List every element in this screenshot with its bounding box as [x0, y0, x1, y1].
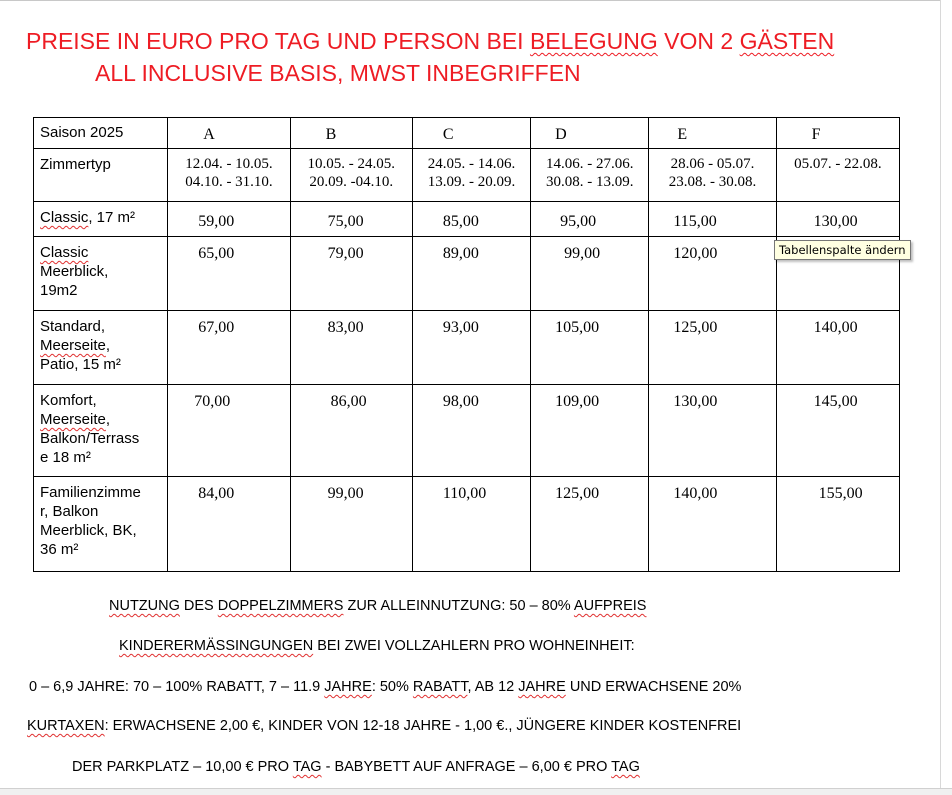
price-value: 93,00 — [442, 319, 479, 336]
price-cell[interactable] — [776, 477, 899, 572]
price-cell[interactable] — [290, 385, 412, 477]
room-name-cell[interactable] — [34, 311, 168, 385]
price-cell[interactable] — [290, 237, 412, 311]
season-header-row — [34, 118, 900, 149]
date-cell-d[interactable] — [531, 149, 649, 202]
room-name-cell[interactable] — [34, 237, 168, 311]
price-value: 110,00 — [442, 485, 487, 502]
date-row — [34, 149, 900, 202]
price-value: 105,00 — [555, 319, 600, 336]
child-discount-details: 0 – 6,9 JAHRE: 70 – 100% RABATT, 7 – 11.9 JAHRE: 50% RABATT, AB 12 JAHRE UND ERWACHSENE 20% — [29, 679, 742, 695]
price-cell[interactable] — [168, 237, 290, 311]
price-cell[interactable] — [412, 477, 530, 572]
season-label-cell[interactable] — [34, 118, 168, 149]
room-type-label: Zimmertyp — [40, 156, 111, 173]
date-cell-a[interactable] — [168, 149, 290, 202]
season-letter: D — [555, 126, 567, 143]
price-cell[interactable] — [168, 477, 290, 572]
price-title-line-2: ALL INCLUSIVE BASIS, MWST INBEGRIFFEN — [95, 60, 581, 86]
room-name: Komfort, Meerseite, Balkon/Terrass e 18 m² — [40, 392, 140, 466]
date-cell-b[interactable] — [290, 149, 412, 202]
date-range: 05.07. - 22.08. — [794, 156, 882, 172]
single-use-note: NUTZUNG DES DOPPELZIMMERS ZUR ALLEINNUTZUNG: 50 – 80% AUFPREIS — [109, 598, 647, 614]
price-value: 115,00 — [673, 213, 717, 230]
price-value: 140,00 — [673, 485, 718, 502]
price-cell[interactable] — [649, 237, 776, 311]
room-name-cell[interactable] — [34, 202, 168, 237]
season-letter: F — [811, 126, 821, 143]
price-cell[interactable] — [531, 311, 649, 385]
price-value: 59,00 — [198, 213, 235, 230]
price-value: 99,00 — [564, 245, 601, 262]
room-row-classic — [34, 202, 900, 237]
price-value: 140,00 — [813, 319, 858, 336]
price-value: 75,00 — [327, 213, 364, 230]
price-cell[interactable] — [649, 477, 776, 572]
price-cell[interactable] — [412, 311, 530, 385]
season-letter: B — [325, 126, 337, 143]
price-value: 109,00 — [555, 393, 600, 410]
price-cell[interactable] — [531, 477, 649, 572]
price-value: 89,00 — [442, 245, 479, 262]
price-cell[interactable] — [531, 385, 649, 477]
price-cell[interactable] — [649, 202, 776, 237]
room-name-cell[interactable] — [34, 477, 168, 572]
room-name-cell[interactable] — [34, 385, 168, 477]
season-letter: A — [203, 126, 215, 143]
price-value: 125,00 — [555, 485, 600, 502]
page-right-edge — [940, 0, 941, 794]
price-cell[interactable] — [168, 311, 290, 385]
price-value: 120,00 — [673, 245, 718, 262]
price-value: 145,00 — [813, 393, 858, 410]
room-name: Classic, 17 m² — [40, 209, 136, 226]
price-cell[interactable] — [649, 311, 776, 385]
date-range: 28.06 - 05.07. 23.08. - 30.08. — [668, 156, 757, 190]
price-cell[interactable] — [412, 202, 530, 237]
page-top-border — [0, 0, 940, 1]
room-row-standard — [34, 311, 900, 385]
child-discount-heading: KINDERERMÄSSINGUNGEN BEI ZWEI VOLLZAHLERN PRO WOHNEINHEIT: — [119, 638, 635, 654]
date-cell-f[interactable] — [776, 149, 899, 202]
column-change-tooltip: Tabellenspalte ändern — [774, 240, 911, 260]
price-value: 125,00 — [673, 319, 718, 336]
room-name: Familienzimme r, Balkon Meerblick, BK, 36 m² — [40, 484, 141, 558]
season-cell-d[interactable] — [531, 118, 649, 149]
date-range: 12.04. - 10.05. 04.10. - 31.10. — [185, 156, 273, 190]
price-value: 85,00 — [442, 213, 479, 230]
price-value: 67,00 — [198, 319, 235, 336]
room-row-classic-meerblick — [34, 237, 900, 311]
date-cell-c[interactable] — [412, 149, 530, 202]
price-value: 84,00 — [198, 485, 235, 502]
date-cell-e[interactable] — [649, 149, 776, 202]
tourist-tax-note: KURTAXEN: ERWACHSENE 2,00 €, KINDER VON 12-18 JAHRE - 1,00 €., JÜNGERE KINDER KOSTENFREI — [27, 718, 742, 734]
date-range: 14.06. - 27.06. 30.08. - 13.09. — [546, 156, 634, 190]
date-range: 10.05. - 24.05. 20.09. -04.10. — [307, 156, 395, 190]
price-value: 155,00 — [818, 485, 863, 502]
price-cell[interactable] — [649, 385, 776, 477]
season-cell-f[interactable] — [776, 118, 899, 149]
price-cell[interactable] — [290, 202, 412, 237]
price-cell[interactable] — [290, 311, 412, 385]
price-value: 86,00 — [330, 393, 367, 410]
date-range: 24.05. - 14.06. 13.09. - 20.09. — [427, 156, 516, 190]
room-name: Standard, Meerseite, Patio, 15 m² — [40, 318, 121, 373]
price-cell[interactable] — [776, 385, 899, 477]
season-letter: E — [677, 126, 688, 143]
room-row-familienzimmer — [34, 477, 900, 572]
price-cell[interactable] — [531, 202, 649, 237]
season-cell-b[interactable] — [290, 118, 412, 149]
season-letter: C — [442, 126, 454, 143]
price-value: 95,00 — [560, 213, 597, 230]
price-cell[interactable] — [412, 237, 530, 311]
price-cell[interactable] — [412, 385, 530, 477]
price-value: 79,00 — [327, 245, 364, 262]
price-value: 130,00 — [813, 213, 858, 230]
season-label: Saison 2025 — [40, 124, 124, 141]
room-row-komfort — [34, 385, 900, 477]
room-type-label-cell[interactable] — [34, 149, 168, 202]
price-cell[interactable] — [290, 477, 412, 572]
price-value: 99,00 — [327, 485, 364, 502]
price-value: 83,00 — [327, 319, 364, 336]
price-table[interactable] — [33, 117, 900, 572]
parking-babybed-note: DER PARKPLATZ – 10,00 € PRO TAG - BABYBETT AUF ANFRAGE – 6,00 € PRO TAG — [72, 759, 640, 775]
season-cell-e[interactable] — [649, 118, 776, 149]
price-cell[interactable] — [531, 237, 649, 311]
price-value: 70,00 — [194, 393, 231, 410]
price-title-line-1: PREISE IN EURO PRO TAG UND PERSON BEI BELEGUNG VON 2 GÄSTEN — [26, 28, 835, 54]
price-value: 65,00 — [198, 245, 235, 262]
season-cell-c[interactable] — [412, 118, 530, 149]
price-value: 130,00 — [673, 393, 718, 410]
room-name: Classic Meerblick, 19m2 — [40, 244, 109, 299]
season-cell-a[interactable] — [168, 118, 290, 149]
price-cell[interactable] — [776, 202, 899, 237]
price-cell[interactable] — [776, 311, 899, 385]
price-cell[interactable] — [168, 385, 290, 477]
price-value: 98,00 — [442, 393, 479, 410]
price-cell[interactable] — [168, 202, 290, 237]
